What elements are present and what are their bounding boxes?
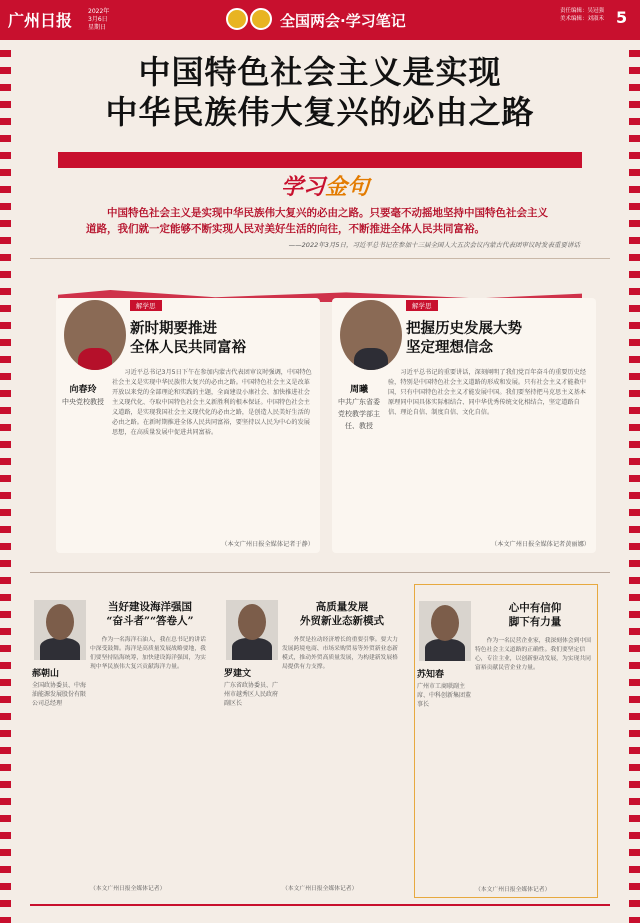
article-footer: （本文广州日报全媒体记者黄丽娜）	[491, 541, 590, 548]
headline-line: 中国特色社会主义是实现	[138, 53, 502, 91]
author-affiliation: 广东省政协委员、广州市越秀区人民政府副区长	[224, 682, 279, 707]
article-body: 习近平总书记3月5日下午在参加内蒙古代表团审议时强调，中国特色社会主义是实现中华民族伟大复兴的必由之路。中国特色社会主义是改革开放以来党的全部理论和实践的主题，全面建设小康社会、加快推进社会主义现代化、夺取中国特色社会主义新胜利的根本保证。中国特色社会主义道路，是实现我国社会主义现代化的必由之路，是创造人民美好生活的必由之路。在新时期推进全体人民共同富裕，要坚持以人民为中心的发展思想，在高质量发展中促进共同富裕。	[112, 369, 312, 436]
author-block	[60, 384, 106, 408]
divider	[30, 258, 610, 259]
quote-source: ——2022年3月5日，习近平总书记在参加十三届全国人大五次会议内蒙古代表团审议时发表重要讲话	[288, 241, 580, 249]
bottom-card	[222, 584, 406, 896]
portrait-photo	[34, 600, 86, 660]
editor-credits	[508, 7, 604, 23]
feature-title-line: 坚定理想信念	[406, 340, 493, 356]
gold-sentence-label-b: 金句	[325, 174, 370, 200]
issue-date	[88, 8, 109, 32]
headline-line: 中华民族伟大复兴的必由之路	[105, 93, 535, 131]
author-affiliation: 广州市工商联副主席、中科创新集团董事长	[417, 683, 472, 708]
author-name: 向春玲	[69, 385, 97, 395]
gold-sentence-logo	[270, 170, 380, 200]
portrait-photo	[226, 600, 278, 660]
author-block	[224, 670, 280, 708]
feature-card-right	[332, 298, 596, 553]
author-name: 罗建文	[224, 669, 252, 679]
bottom-card-highlighted	[414, 584, 598, 898]
author-block	[336, 384, 382, 432]
card-title-line: 心中有信仰	[508, 602, 562, 614]
card-title-line: 当好建设海洋强国	[108, 601, 192, 613]
key-quote: 中国特色社会主义是实现中华民族伟大复兴的必由之路。只要毫不动摇地坚持中国特色社会主义道路，我们就一定能够不断实现人民对美好生活的向往，不断推进全体人民共同富裕。	[86, 207, 548, 235]
card-title-line: 脚下有力量	[508, 616, 562, 628]
date-line: 2022年	[88, 8, 110, 15]
article-footer: （本文广州日报全媒体记者于静）	[221, 541, 314, 548]
portrait-photo	[419, 601, 471, 661]
main-headline	[30, 52, 610, 132]
portrait-photo	[340, 300, 402, 370]
date-line: 星期日	[88, 24, 107, 31]
author-name: 周曦	[349, 385, 368, 395]
newspaper-logo: 广州日报	[8, 11, 73, 30]
feature-title-line: 全体人民共同富裕	[130, 340, 246, 356]
card-title-line: “奋斗者”“答卷人”	[106, 615, 194, 627]
card-title	[282, 600, 402, 628]
masthead	[0, 0, 640, 40]
editor-line: 责任编辑：吴冠强	[559, 8, 604, 14]
card-title	[90, 600, 210, 628]
column-tag: 解学思	[130, 300, 162, 311]
feature-title	[130, 320, 246, 358]
article-footer: （本文广州日报全媒体记者）	[475, 887, 551, 893]
column-tag: 解学思	[406, 300, 438, 311]
author-name: 苏知春	[417, 670, 445, 680]
right-binding-marks	[629, 40, 640, 923]
article-body: 习近平总书记的重要讲话，深刻阐明了我们党百年奋斗的重要历史经验，特别是中国特色社会主义道路的形成和发展。只有社会主义才能救中国，只有中国特色社会主义才能发展中国。我们要坚持把马克思主义基本原理同中国具体实际相结合、同中华优秀传统文化相结合，坚定道路自信、理论自信、制度自信、文化自信。	[388, 369, 587, 416]
feature-title-line: 新时期要推进	[130, 321, 217, 337]
card-title	[475, 601, 595, 629]
gold-sentence-label-a: 学习	[280, 174, 325, 200]
card-title-line: 外贸新业态新模式	[300, 615, 384, 627]
party-emblem-icon	[226, 8, 248, 30]
author-affiliation: 中央党校教授	[62, 398, 104, 406]
date-line: 3月6日	[88, 16, 108, 23]
card-title-line: 高质量发展	[315, 601, 369, 613]
feature-title-line: 把握历史发展大势	[406, 321, 522, 337]
article-footer: （本文广州日报全媒体记者）	[282, 886, 358, 892]
author-affiliation: 全国政协委员、中海油能源发展股份有限公司总经理	[32, 682, 87, 707]
feature-card-left	[56, 298, 320, 553]
bottom-card	[30, 584, 214, 896]
author-block	[417, 671, 473, 709]
section-separator	[30, 572, 610, 573]
author-affiliation: 中共广东省委党校教学部主任、教授	[338, 398, 380, 430]
page-number: 5	[616, 8, 628, 27]
decorative-red-band	[58, 152, 582, 168]
left-binding-marks	[0, 40, 11, 923]
author-block	[32, 670, 88, 708]
section-title: 全国两会·学习笔记	[280, 12, 406, 30]
feature-title	[406, 320, 522, 358]
article-body: 外贸是拉动经济增长的重要引擎。要大力发展跨境电商、市场采购贸易等外贸新业态新模式，推动外贸高质量发展，为构建新发展格局提供有力支撑。	[282, 637, 398, 670]
editor-line: 美术编辑：刘淑禾	[559, 16, 604, 22]
bottom-rule	[30, 904, 610, 906]
author-name: 郝朝山	[32, 669, 60, 679]
national-emblem-icon	[250, 8, 272, 30]
article-body: 作为一名民营企业家，我深刻体会到中国特色社会主义道路的正确性。我们要坚定信心，专注主业，以创新驱动发展，为实现共同富裕贡献民营企业力量。	[475, 638, 591, 671]
article-footer: （本文广州日报全媒体记者）	[90, 886, 166, 892]
portrait-photo	[64, 300, 126, 370]
article-body: 作为一名海洋石油人，我在总书记的讲话中深受鼓舞。海洋是高质量发展战略要地，我们要坚持陆海统筹，加快建设海洋强国，为实现中华民族伟大复兴贡献海洋力量。	[90, 637, 206, 670]
